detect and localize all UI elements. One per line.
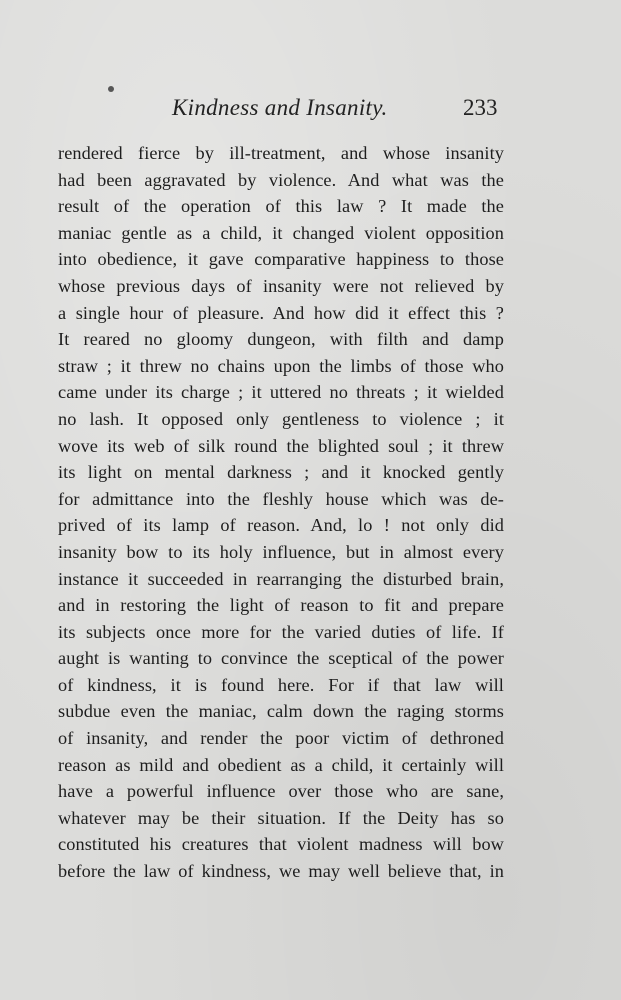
text-line: a single hour of pleasure. And how did it effect this ? xyxy=(58,302,504,323)
text-line: into obedience, it gave comparative happiness to those xyxy=(58,249,504,270)
text-line: came under its charge ; it uttered no threats ; it wielded xyxy=(58,382,504,403)
text-line: before the law of kindness, we may well believe that, in xyxy=(58,861,504,882)
ink-speck xyxy=(108,86,114,92)
text-line: of kindness, it is found here. For if that law will xyxy=(58,674,504,695)
text-line: subdue even the maniac, calm down the raging storms xyxy=(58,701,504,722)
text-line: constituted his creatures that violent madness will bow xyxy=(58,834,504,855)
body-text xyxy=(58,140,504,885)
text-line: for admittance into the fleshly house which was de- xyxy=(58,488,504,509)
text-line: maniac gentle as a child, it changed violent opposition xyxy=(58,222,504,243)
text-line: wove its web of silk round the blighted soul ; it threw xyxy=(58,435,504,456)
text-line: have a powerful influence over those who are sane, xyxy=(58,781,504,802)
text-line: its subjects once more for the varied duties of life. If xyxy=(58,621,504,642)
text-line: its light on mental darkness ; and it knocked gently xyxy=(58,462,504,483)
text-line: whatever may be their situation. If the Deity has so xyxy=(58,807,504,828)
text-line: whose previous days of insanity were not relieved by xyxy=(58,275,504,296)
text-line: aught is wanting to convince the sceptical of the power xyxy=(58,648,504,669)
page-number: 233 xyxy=(463,95,498,120)
text-line: straw ; it threw no chains upon the limbs of those who xyxy=(58,355,504,376)
text-line: of insanity, and render the poor victim of dethroned xyxy=(58,728,504,749)
text-line: prived of its lamp of reason. And, lo ! not only did xyxy=(58,515,504,536)
text-line: instance it succeeded in rearranging the disturbed brain, xyxy=(58,568,504,589)
text-line: and in restoring the light of reason to fit and prepare xyxy=(58,595,504,616)
text-line: no lash. It opposed only gentleness to violence ; it xyxy=(58,408,504,429)
text-line: insanity bow to its holy influence, but in almost every xyxy=(58,541,504,562)
text-line: rendered fierce by ill-treatment, and whose insanity xyxy=(58,143,504,163)
text-line: had been aggravated by violence. And what was the xyxy=(58,169,504,190)
text-line: result of the operation of this law ? It made the xyxy=(58,196,504,217)
running-head-title: Kindness and Insanity. xyxy=(172,95,388,120)
text-line: reason as mild and obedient as a child, it certainly will xyxy=(58,754,504,775)
running-head xyxy=(0,95,621,129)
text-line: It reared no gloomy dungeon, with filth and damp xyxy=(58,329,504,350)
